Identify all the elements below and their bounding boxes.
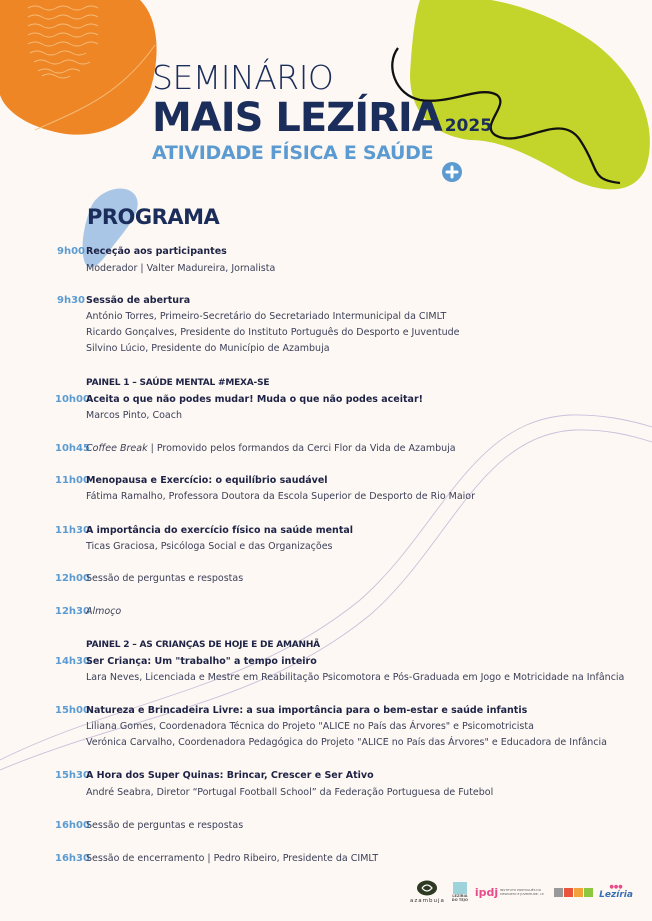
item-title: Sessão de abertura	[86, 295, 191, 306]
year: 2025	[444, 116, 493, 136]
logo-mais-leziria: ●●● Lezíria	[599, 884, 633, 900]
item-detail: Ticas Graciosa, Psicóloga Social e das Organizações	[86, 541, 333, 552]
item-title: A importância do exercício físico na saúde mental	[86, 525, 354, 536]
item-detail: Liliana Gomes, Coordenadora Técnica do Projeto "ALICE no País das Árvores" e Psicomotricista	[86, 721, 534, 732]
logo-ipdj: ipdj INSTITUTO PORTUGUÊS DO DESPORTO E JUVENTUDE, I.P.	[474, 885, 544, 899]
item-title: Receção aos participantes	[86, 246, 227, 257]
item-time: 12h30	[55, 606, 90, 617]
item-time: 14h30	[55, 656, 90, 667]
title-block	[152, 60, 492, 164]
item-detail: Silvino Lúcio, Presidente do Município de Azambuja	[86, 343, 330, 354]
orange-blob	[0, 0, 157, 135]
item-title: Aceita o que não podes mudar! Muda o que não podes aceitar!	[86, 394, 423, 405]
item-title: A Hora dos Super Quinas: Brincar, Crescer e Ser Ativo	[86, 770, 374, 781]
item-detail: Lara Neves, Licenciada e Mestre em Reabilitação Psicomotora e Pós-Graduada em Jogo e Motricidade na Infância	[86, 672, 625, 683]
item-title: Sessão de perguntas e respostas	[86, 820, 244, 831]
item-time: 11h30	[55, 525, 90, 536]
item-title: Ser Criança: Um "trabalho" a tempo inteiro	[86, 656, 317, 667]
item-title: Natureza e Brincadeira Livre: a sua importância para o bem-estar e saúde infantis	[86, 705, 528, 716]
item-title: Sessão de encerramento | Pedro Ribeiro, Presidente da CIMLT	[86, 853, 379, 864]
item-title: Menopausa e Exercício: o equilíbrio saudável	[86, 475, 328, 486]
poster: SEMINÁRIO MAIS LEZÍRIA 2025 ATIVIDADE FÍSICA E SAÚDE PROGRAMA 9h00 Receção aos participantes Moderador | Valter Madureira, Jornalista 9h30 Sessão de abertura António Torres, Primeiro-Secretário do Secretariado Intermunicipal da CIMLT Ricardo Gonçalves, Presidente do Instituto Português do Desporto e Juventude Silvino Lúcio, Presidente do Município de Azambuja PAINEL 1 – SAÚDE MENTAL #MEXA-SE 10h00 Aceita o que não podes mudar! Muda o que não podes aceitar! Marcos Pinto, Coach 10h45 Coffee Break | Promovido pelos formandos da Cerci Flor da Vida de Azambuja 11h00 Menopausa e Exercício: o equilíbrio saudável Fátima Ramalho, Professora Doutora da Escola Superior de Desporto de Rio Maior 11h30 A importância do exercício físico na saúde mental Ticas Graciosa, Psicóloga Social e das Organizações 12h00 Sessão de perguntas e respostas 12h30 Almoço PAINEL 2 – AS CRIANÇAS DE HOJE E DE AMANHÃ 14h30 Ser Criança: Um "trabalho" a tempo inteiro Lara Neves, Licenciada e Mestre em Reabilitação Psicomotora e Pós-Graduada em Jogo e Motricidade na Infância 15h00 Natureza e Brincadeira Livre: a sua importância para o bem-estar e saúde infantis Liliana Gomes, Coordenadora Técnica do Projeto "ALICE no País das Árvores" e Psicomotricista Verónica Carvalho, Coordenadora Pedagógica do Projeto "ALICE no País das Árvores" e Educadora de Infância 15h30 A Hora dos Super Quinas: Brincar, Crescer e Ser Ativo André Seabra, Diretor “Portugal Football School” da Federação Portuguesa de Futebol 16h00 Sessão de perguntas e respostas 16h30 Sessão de encerramento | Pedro Ribeiro, Presidente da CIMLT azambuja LEZÍRIA DO TEJO ipdj INSTITUTO PORTUGUÊS DO DESPORTO E JUVENTUDE, I.P. ●●● Lezíria	[0, 0, 652, 921]
item-detail: Marcos Pinto, Coach	[86, 410, 182, 421]
footer-logos	[410, 880, 633, 904]
item-time: 9h00	[57, 246, 85, 257]
item-detail: Verónica Carvalho, Coordenadora Pedagógica do Projeto "ALICE no País das Árvores" e Educadora de Infância	[86, 737, 607, 748]
item-time: 9h30	[57, 295, 85, 306]
item-time: 10h00	[55, 394, 90, 405]
item-time: 12h00	[55, 573, 90, 584]
logo-leziria-do-tejo: LEZÍRIA DO TEJO	[451, 882, 469, 902]
logo-azambuja: azambuja	[410, 880, 445, 904]
logo-cf	[554, 888, 593, 897]
item-time: 15h30	[55, 770, 90, 781]
item-detail: Fátima Ramalho, Professora Doutora da Escola Superior de Desporto de Rio Maior	[86, 491, 476, 502]
item-detail: António Torres, Primeiro-Secretário do Secretariado Intermunicipal da CIMLT	[86, 311, 447, 322]
item-title: Almoço	[86, 606, 122, 617]
item-title: Sessão de perguntas e respostas	[86, 573, 244, 584]
section-title: PROGRAMA	[87, 205, 220, 229]
item-time: 16h30	[55, 853, 90, 864]
subtitle: ATIVIDADE FÍSICA E SAÚDE	[152, 142, 434, 164]
item-detail: Moderador | Valter Madureira, Jornalista	[86, 263, 276, 274]
item-time: 10h45	[55, 443, 90, 454]
main-title: MAIS LEZÍRIA	[152, 95, 442, 141]
item-title-suffix: | Promovido pelos formandos da Cerci Flor da Vida de Azambuja	[147, 443, 456, 454]
item-detail: André Seabra, Diretor “Portugal Football School” da Federação Portuguesa de Futebol	[86, 787, 494, 798]
item-detail: Ricardo Gonçalves, Presidente do Instituto Português do Desporto e Juventude	[86, 327, 460, 338]
eyebrow-title: SEMINÁRIO	[152, 58, 334, 97]
item-time: 11h00	[55, 475, 90, 486]
item-title: Coffee Break	[86, 443, 148, 454]
item-time: 15h00	[55, 705, 90, 716]
item-time: 16h00	[55, 820, 90, 831]
